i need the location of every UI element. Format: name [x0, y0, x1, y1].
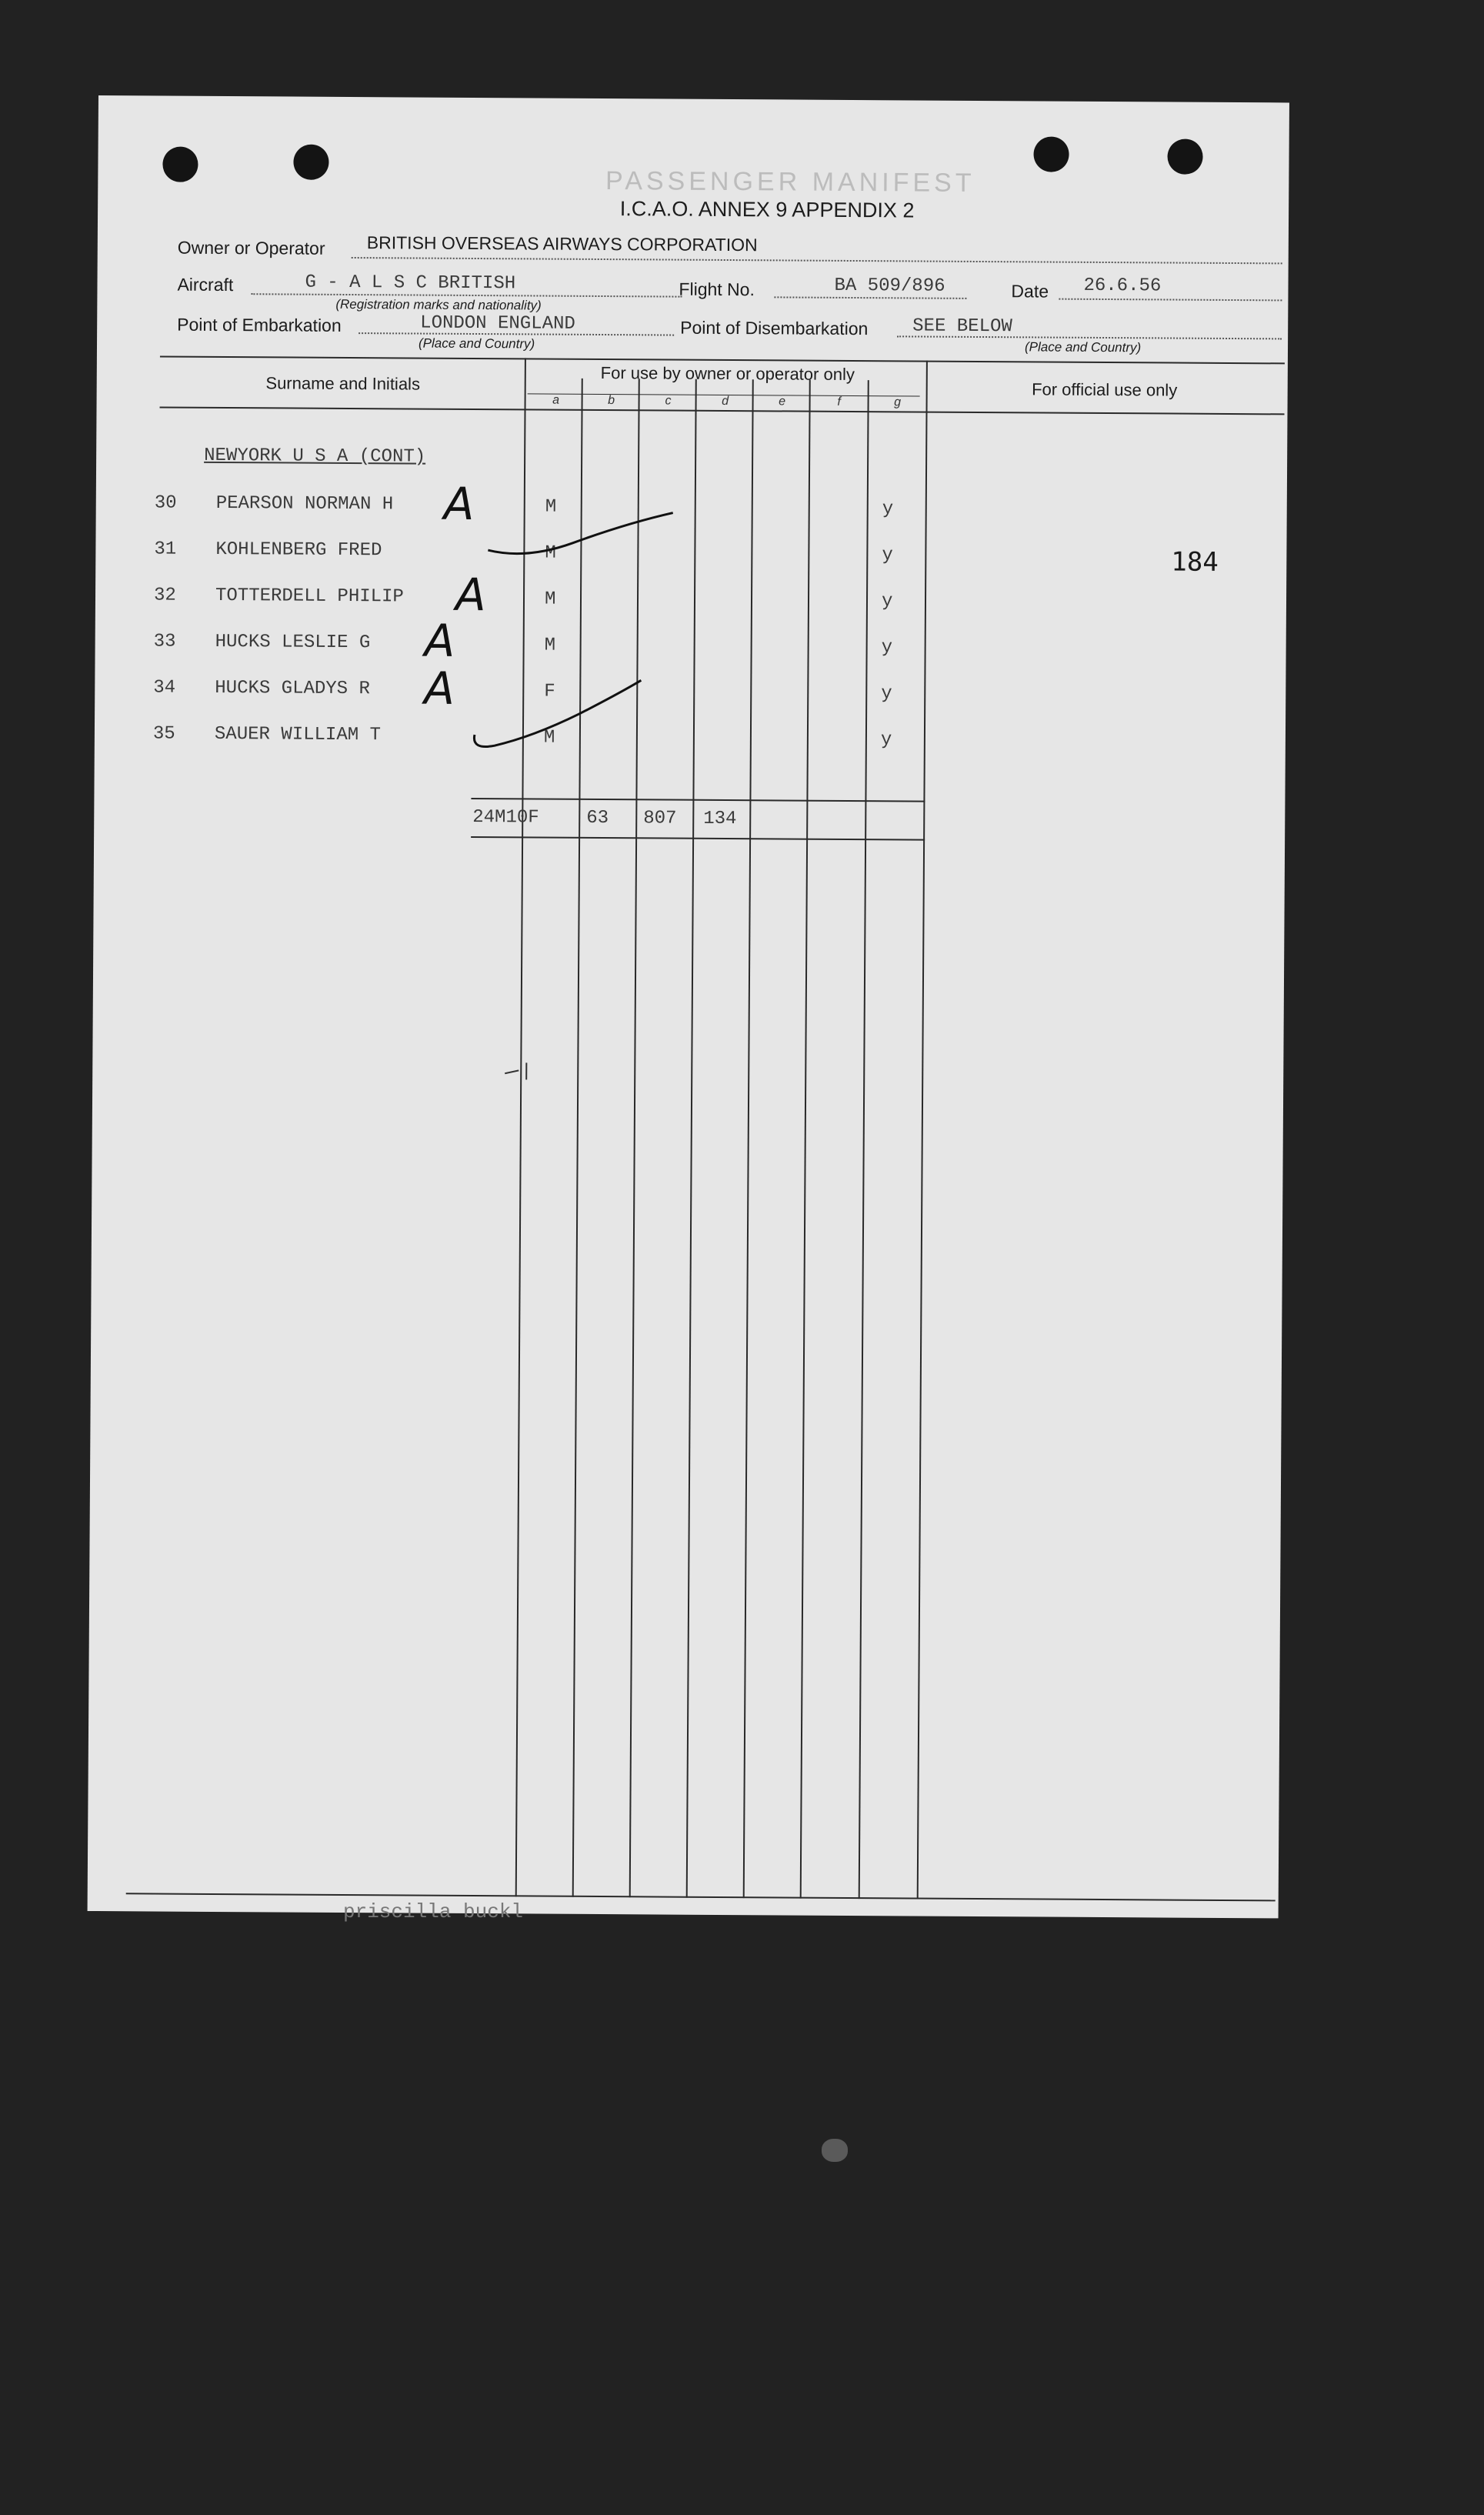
- handwritten-mark: A: [443, 477, 475, 530]
- date-value: 26.6.56: [1083, 275, 1162, 297]
- totals-col-b: 63: [586, 807, 609, 829]
- col-line: [917, 361, 928, 1900]
- disembark-value: SEE BELOW: [912, 315, 1012, 338]
- embark-value: LONDON ENGLAND: [420, 312, 575, 335]
- totals-col-c: 807: [643, 808, 677, 829]
- embark-label: Point of Embarkation: [177, 314, 342, 335]
- date-dotline: [1059, 299, 1282, 302]
- sex-code: M: [544, 589, 556, 610]
- flight-dotline: [774, 296, 966, 299]
- subcol-e: e: [779, 395, 786, 409]
- totals-count: 24M10F: [472, 806, 539, 829]
- official-number: 184: [1171, 546, 1219, 578]
- col-line: [515, 358, 526, 1896]
- col-g-value: y: [882, 545, 893, 566]
- passenger-name: TOTTERDELL PHILIP: [215, 585, 404, 608]
- form-subtitle: I.C.A.O. ANNEX 9 APPENDIX 2: [619, 197, 915, 222]
- sex-code: F: [544, 681, 555, 702]
- table-bottom-line: [126, 1893, 1276, 1901]
- punch-hole-icon: [1033, 136, 1069, 172]
- date-label: Date: [1011, 281, 1049, 302]
- handwritten-mark: A: [455, 568, 486, 622]
- embark-dotline: [358, 332, 674, 336]
- pen-mark-icon: [503, 1059, 534, 1082]
- owner-value: BRITISH OVERSEAS AIRWAYS CORPORATION: [366, 232, 758, 255]
- col-line: [800, 380, 811, 1899]
- owner-label: Owner or Operator: [177, 237, 325, 259]
- col-owner-header: For use by owner or operator only: [600, 362, 855, 385]
- col-surname-header: Surname and Initials: [265, 373, 421, 394]
- owner-dotline: [352, 257, 1282, 264]
- col-official-header: For official use only: [1032, 379, 1178, 400]
- aircraft-note: (Registration marks and nationality): [335, 296, 542, 313]
- col-line: [572, 379, 583, 1897]
- col-g-value: y: [882, 499, 894, 520]
- manifest-paper: [88, 95, 1289, 1918]
- aircraft-value: G - A L S C BRITISH: [305, 272, 516, 295]
- disembark-dotline: [897, 335, 1282, 339]
- passenger-name: HUCKS LESLIE G: [215, 631, 371, 654]
- totals-bottom-line: [471, 836, 925, 841]
- col-line: [686, 379, 697, 1898]
- passenger-name: SAUER WILLIAM T: [214, 723, 382, 746]
- subcol-c: c: [665, 394, 672, 408]
- aircraft-dotline: [251, 293, 682, 297]
- row-number: 33: [153, 631, 176, 652]
- subcol-g: g: [894, 395, 902, 409]
- row-number: 30: [154, 492, 177, 514]
- col-g-value: y: [880, 729, 892, 751]
- section-heading: NEWYORK U S A (CONT): [204, 445, 426, 468]
- spot-mark: [822, 2139, 848, 2162]
- disembark-label: Point of Disembarkation: [680, 317, 869, 339]
- embark-note: (Place and Country): [418, 335, 535, 352]
- col-line: [629, 379, 640, 1897]
- row-number: 31: [154, 539, 177, 560]
- sex-code: M: [545, 542, 556, 564]
- sex-code: M: [543, 727, 555, 749]
- totals-col-d: 134: [703, 808, 737, 830]
- col-line: [859, 380, 869, 1899]
- aircraft-label: Aircraft: [177, 274, 234, 295]
- col-g-value: y: [881, 591, 893, 612]
- row-number: 34: [153, 677, 176, 699]
- totals-top-line: [471, 798, 925, 802]
- handwritten-mark: A: [424, 614, 455, 667]
- flight-value: BA 509/896: [834, 275, 945, 297]
- subcol-d: d: [722, 394, 729, 409]
- col-g-value: y: [881, 637, 893, 659]
- punch-hole-icon: [1167, 138, 1202, 174]
- punch-hole-icon: [162, 147, 198, 182]
- flight-label: Flight No.: [679, 279, 755, 300]
- passenger-name: KOHLENBERG FRED: [215, 539, 382, 562]
- row-number: 32: [153, 585, 176, 606]
- col-g-value: y: [881, 683, 892, 705]
- check-mark-icon: [464, 675, 649, 760]
- disembark-note: (Place and Country): [1024, 339, 1142, 355]
- underlying-page-text: priscilla buckl: [343, 1900, 524, 1923]
- punch-hole-icon: [293, 145, 328, 180]
- col-line: [743, 379, 754, 1898]
- check-mark-icon: [480, 505, 680, 561]
- row-number: 35: [152, 723, 175, 745]
- table-top-line: [160, 355, 1285, 364]
- sex-code: M: [544, 635, 556, 656]
- handwritten-mark: A: [424, 662, 455, 715]
- subcol-a: a: [552, 393, 560, 407]
- passenger-name: PEARSON NORMAN H: [215, 492, 394, 515]
- subcol-b: b: [608, 394, 615, 408]
- passenger-name: HUCKS GLADYS R: [215, 677, 371, 700]
- subcol-f: f: [837, 395, 841, 409]
- sex-code: M: [545, 496, 557, 518]
- form-title: PASSENGER MANIFEST: [605, 166, 975, 198]
